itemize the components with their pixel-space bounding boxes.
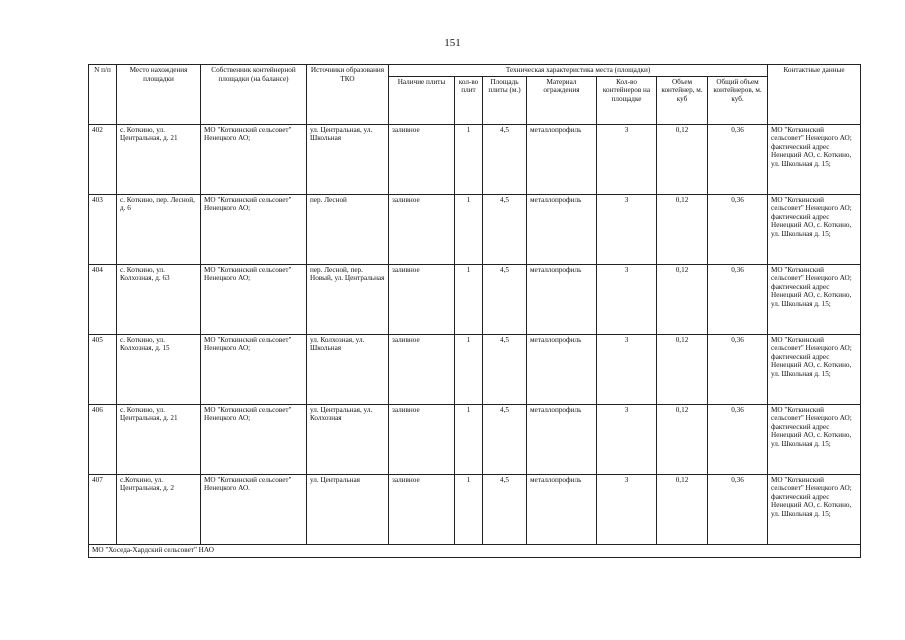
waste-site-registry-table <box>88 64 861 558</box>
cell-containers: 3 <box>597 474 657 544</box>
cell-volume: 0,12 <box>657 264 708 334</box>
cell-sources: ул. Центральная, ул. Школьная <box>307 124 389 194</box>
header-owner: Собственник контейнерной площадки (на балансе) <box>201 65 307 125</box>
cell-contacts: МО "Коткинский сельсовет" Ненецкого АО; фактический адрес Ненецкий АО, с. Коткино, ул. Школьная д. 15; <box>768 334 861 404</box>
registry-body <box>89 124 861 544</box>
cell-plate-area: 4,5 <box>483 474 527 544</box>
header-num: N п/п <box>89 65 117 125</box>
cell-total-volume: 0,36 <box>708 194 768 264</box>
header-plate-area: Площадь плиты (м.) <box>483 76 527 124</box>
cell-contacts: МО "Коткинский сельсовет" Ненецкого АО; фактический адрес Ненецкий АО, с. Коткино, ул. Школьная д. 15; <box>768 264 861 334</box>
cell-contacts: МО "Коткинский сельсовет" Ненецкого АО; фактический адрес Ненецкий АО, с. Коткино, ул. Школьная д. 15; <box>768 124 861 194</box>
table-row <box>89 124 861 194</box>
cell-location: с. Коткино, ул. Колхозная, д. 63 <box>117 264 201 334</box>
cell-total-volume: 0,36 <box>708 334 768 404</box>
section-footer: МО "Хоседа-Хардский сельсовет" НАО <box>89 544 861 557</box>
header-sources: Источники образования ТКО <box>307 65 389 125</box>
section-footer-row <box>89 544 861 557</box>
cell-fence: металлопрофиль <box>527 264 597 334</box>
cell-total-volume: 0,36 <box>708 264 768 334</box>
cell-containers: 3 <box>597 404 657 474</box>
cell-location: с. Коткино, ул. Колхозная, д. 15 <box>117 334 201 404</box>
cell-sources: пер. Лесной <box>307 194 389 264</box>
header-volume: Объем контейнер, м. куб <box>657 76 708 124</box>
header-tech-characteristics: Техническая характеристика места (площадки) <box>389 65 768 77</box>
cell-sources: ул. Центральная <box>307 474 389 544</box>
cell-plate: заливное <box>389 404 455 474</box>
table-row <box>89 404 861 474</box>
header-fence: Материал ограждения <box>527 76 597 124</box>
header-plate-count: кол-во плит <box>455 76 483 124</box>
cell-fence: металлопрофиль <box>527 334 597 404</box>
cell-containers: 3 <box>597 334 657 404</box>
header-contacts: Контактные данные <box>768 65 861 125</box>
cell-plate: заливное <box>389 264 455 334</box>
page-number: 151 <box>444 37 461 49</box>
cell-plate: заливное <box>389 334 455 404</box>
cell-fence: металлопрофиль <box>527 124 597 194</box>
cell-plate-area: 4,5 <box>483 404 527 474</box>
cell-location: с.Коткино, ул. Центральная, д. 2 <box>117 474 201 544</box>
cell-volume: 0,12 <box>657 404 708 474</box>
cell-plate-count: 1 <box>455 264 483 334</box>
cell-fence: металлопрофиль <box>527 404 597 474</box>
cell-plate: заливное <box>389 124 455 194</box>
cell-volume: 0,12 <box>657 474 708 544</box>
cell-num: 407 <box>89 474 117 544</box>
table-row <box>89 194 861 264</box>
cell-num: 402 <box>89 124 117 194</box>
cell-plate-count: 1 <box>455 124 483 194</box>
header-containers: Кол-во контейнеров на площадке <box>597 76 657 124</box>
table-row <box>89 264 861 334</box>
header-plate: Наличие плиты <box>389 76 455 124</box>
cell-volume: 0,12 <box>657 194 708 264</box>
cell-fence: металлопрофиль <box>527 194 597 264</box>
cell-total-volume: 0,36 <box>708 124 768 194</box>
cell-sources: ул. Центральная, ул. Колхозная <box>307 404 389 474</box>
cell-plate-count: 1 <box>455 334 483 404</box>
cell-num: 406 <box>89 404 117 474</box>
cell-owner: МО "Коткинский сельсовет" Ненецкого АО; <box>201 124 307 194</box>
header-location: Место нахождения площадки <box>117 65 201 125</box>
cell-containers: 3 <box>597 194 657 264</box>
header-total-volume: Общий объем контейнеров, м. куб. <box>708 76 768 124</box>
cell-plate: заливное <box>389 194 455 264</box>
cell-sources: пер. Лесной, пер. Новый, ул. Центральная <box>307 264 389 334</box>
cell-num: 403 <box>89 194 117 264</box>
cell-contacts: МО "Коткинский сельсовет" Ненецкого АО; фактический адрес Ненецкий АО, с. Коткино, ул. Школьная д. 15; <box>768 194 861 264</box>
cell-containers: 3 <box>597 264 657 334</box>
header-row-1 <box>89 65 861 77</box>
cell-total-volume: 0,36 <box>708 404 768 474</box>
cell-contacts: МО "Коткинский сельсовет" Ненецкого АО; фактический адрес Ненецкий АО, с. Коткино, ул. Школьная д. 15; <box>768 474 861 544</box>
cell-owner: МО "Коткинский сельсовет" Ненецкого АО; <box>201 334 307 404</box>
cell-plate-area: 4,5 <box>483 124 527 194</box>
cell-owner: МО "Коткинский сельсовет" Ненецкого АО; <box>201 264 307 334</box>
cell-owner: МО "Коткинский сельсовет" Ненецкого АО; <box>201 404 307 474</box>
cell-total-volume: 0,36 <box>708 474 768 544</box>
cell-plate-count: 1 <box>455 404 483 474</box>
cell-num: 404 <box>89 264 117 334</box>
cell-fence: металлопрофиль <box>527 474 597 544</box>
cell-sources: ул. Колхозная, ул. Школьная <box>307 334 389 404</box>
table-row <box>89 334 861 404</box>
cell-num: 405 <box>89 334 117 404</box>
cell-containers: 3 <box>597 124 657 194</box>
cell-volume: 0,12 <box>657 334 708 404</box>
cell-plate-area: 4,5 <box>483 334 527 404</box>
cell-plate: заливное <box>389 474 455 544</box>
cell-plate-count: 1 <box>455 474 483 544</box>
cell-location: с. Коткино, ул. Центральная, д. 21 <box>117 124 201 194</box>
cell-location: с. Коткино, пер. Лесной, д. 6 <box>117 194 201 264</box>
cell-owner: МО "Коткинский сельсовет" Ненецкого АО. <box>201 474 307 544</box>
cell-plate-area: 4,5 <box>483 194 527 264</box>
cell-volume: 0,12 <box>657 124 708 194</box>
cell-owner: МО "Коткинский сельсовет" Ненецкого АО; <box>201 194 307 264</box>
cell-plate-area: 4,5 <box>483 264 527 334</box>
table-row <box>89 474 861 544</box>
cell-location: с. Коткино, ул. Центральная, д. 21 <box>117 404 201 474</box>
cell-plate-count: 1 <box>455 194 483 264</box>
cell-contacts: МО "Коткинский сельсовет" Ненецкого АО; фактический адрес Ненецкий АО, с. Коткино, ул. Школьная д. 15; <box>768 404 861 474</box>
